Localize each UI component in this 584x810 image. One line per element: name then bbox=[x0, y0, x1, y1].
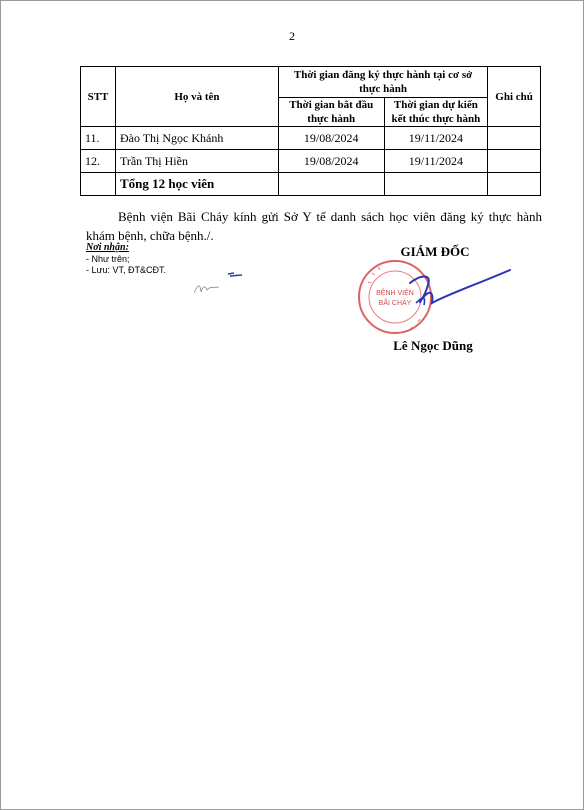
signer-position: GIÁM ĐỐC bbox=[400, 244, 470, 259]
row-name: Đào Thị Ngọc Khánh bbox=[115, 127, 278, 150]
total-start-cell bbox=[278, 173, 384, 196]
recipients-title: Nơi nhận: bbox=[86, 242, 129, 253]
row-note bbox=[488, 127, 541, 150]
row-start: 19/08/2024 bbox=[278, 127, 384, 150]
table-row bbox=[81, 150, 541, 173]
stamp-text-line2: BÃI CHÁY bbox=[378, 300, 412, 307]
closing-paragraph: Bệnh viện Bãi Cháy kính gửi Sở Y tế danh sách học viên đăng ký thực hành khám bệnh, chữa bệnh./. bbox=[86, 209, 542, 243]
ink-mark bbox=[226, 270, 246, 278]
row-end: 19/11/2024 bbox=[384, 150, 488, 173]
header-start: Thời gian bắt đầu thực hành bbox=[278, 98, 384, 127]
row-note bbox=[488, 150, 541, 173]
header-name: Họ và tên bbox=[115, 67, 278, 127]
handwritten-initials bbox=[192, 280, 222, 296]
official-stamp-and-signature bbox=[350, 255, 520, 340]
total-note-cell bbox=[488, 173, 541, 196]
table-total-row bbox=[81, 173, 541, 196]
header-end: Thời gian dự kiến kết thúc thực hành bbox=[384, 98, 488, 127]
stamp-text-line1: BỆNH VIỆN bbox=[376, 290, 414, 297]
header-time-group: Thời gian đăng ký thực hành tại cơ sở thực hành bbox=[278, 67, 487, 98]
recipient-line: - Lưu: VT, ĐT&CĐT. bbox=[86, 265, 167, 275]
recipient-line: - Như trên; bbox=[86, 254, 130, 264]
signer-name: Lê Ngọc Dũng bbox=[393, 338, 473, 353]
row-end: 19/11/2024 bbox=[384, 127, 488, 150]
total-end-cell bbox=[384, 173, 488, 196]
page-number: 2 bbox=[289, 29, 295, 43]
row-start: 19/08/2024 bbox=[278, 150, 384, 173]
recipients-block bbox=[86, 242, 166, 276]
total-stt-cell bbox=[81, 173, 116, 196]
table-header-row bbox=[81, 67, 541, 98]
header-stt: STT bbox=[81, 67, 116, 127]
row-stt: 12. bbox=[81, 150, 116, 173]
student-table bbox=[80, 66, 541, 196]
row-name: Trần Thị Hiền bbox=[115, 150, 278, 173]
table-row bbox=[81, 127, 541, 150]
row-stt: 11. bbox=[81, 127, 116, 150]
header-note: Ghi chú bbox=[488, 67, 541, 127]
total-label: Tổng 12 học viên bbox=[115, 173, 278, 196]
